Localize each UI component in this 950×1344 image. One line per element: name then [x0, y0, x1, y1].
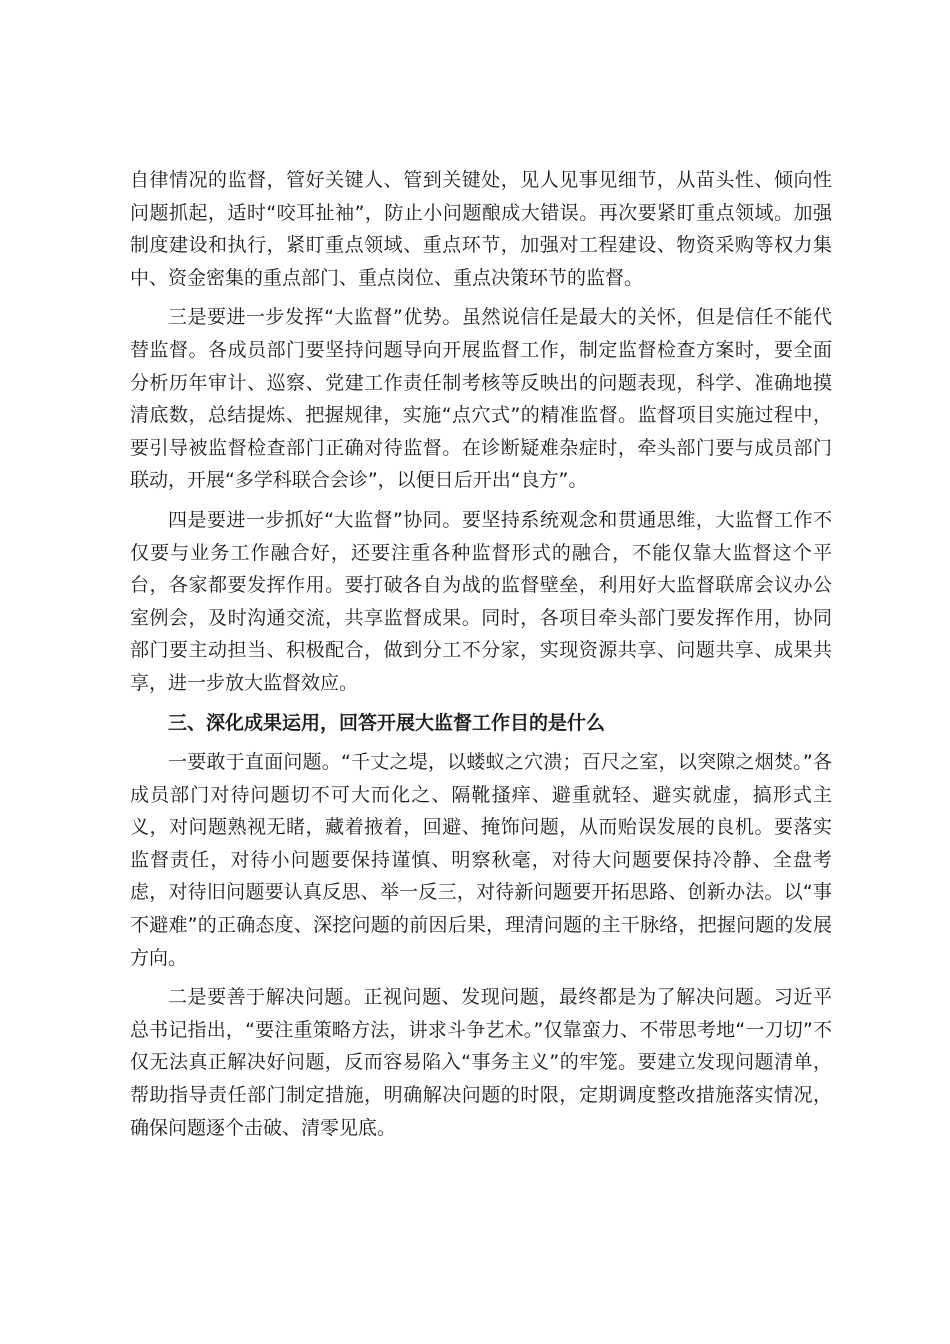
paragraph-face-problems: 一要敢于直面问题。“千丈之堤，以蝼蚁之穴溃；百尺之室，以突隙之烟焚。”各成员部门对待问题切不可大而化之、隔靴搔痒、避重就轻、避实就虚，搞形式主义，对问题熟视无睹，藏着掖着，回避、掩饰问题，从而贻误发展的良机。要落实监督责任，对待小问题要保持谨慎、明察秋毫，对待大问题要保持冷静、全盘考虑，对待旧问题要认真反思、举一反三，对待新问题要开拓思路、创新办法。以“事不避难”的正确态度、深挖问题的前因后果，理清问题的主干脉络，把握问题的发展方向。	[130, 751, 832, 969]
paragraph-continuation: 自律情况的监督，管好关键人、管到关键处，见人见事见细节，从苗头性、倾向性问题抓起，适时“咬耳扯袖”，防止小问题酿成大错误。再次要紧盯重点领域。加强制度建设和执行，紧盯重点领域、重点环节，加强对工程建设、物资采购等权力集中、资金密集的重点部门、重点岗位、重点决策环节的监督。	[130, 169, 832, 289]
document-body	[130, 164, 832, 1151]
paragraph-big-supervision-coordination: 四是要进一步抓好“大监督”协同。要坚持系统观念和贯通思维，大监督工作不仅要与业务工作融合好，还要注重各种监督形式的融合，不能仅靠大监督这个平台，各家都要发挥作用。要打破各自为战的监督壁垒，利用好大监督联席会议办公室例会，及时沟通交流，共享监督成果。同时，各项目牵头部门要发挥作用，协同部门要主动担当、积极配合，做到分工不分家，实现资源共享、问题共享、成果共享，进一步放大监督效应。	[130, 508, 832, 694]
paragraph-solve-problems: 二是要善于解决问题。正视问题、发现问题，最终都是为了解决问题。习近平总书记指出，“要注重策略方法，讲求斗争艺术。”仅靠蛮力、不带思考地“一刀切”不仅无法真正解决好问题，反而容易陷入“事务主义”的牢笼。要建立发现问题清单，帮助指导责任部门制定措施，明确解决问题的时限，定期调度整改措施落实情况，确保问题逐个击破、清零见底。	[130, 986, 832, 1139]
paragraph-big-supervision-advantage: 三是要进一步发挥“大监督”优势。虽然说信任是最大的关怀，但是信任不能代替监督。各成员部门要坚持问题导向开展监督工作，制定监督检查方案时，要全面分析历年审计、巡察、党建工作责任制考核等反映出的问题表现，科学、准确地摸清底数，总结提炼、把握规律，实施“点穴式”的精准监督。监督项目实施过程中，要引导被监督检查部门正确对待监督。在诊断疑难杂症时，牵头部门要与成员部门联动，开展“多学科联合会诊”，以便日后开出“良方”。	[130, 306, 832, 492]
section-heading: 三、深化成果运用，回答开展大监督工作目的是什么	[168, 711, 606, 734]
